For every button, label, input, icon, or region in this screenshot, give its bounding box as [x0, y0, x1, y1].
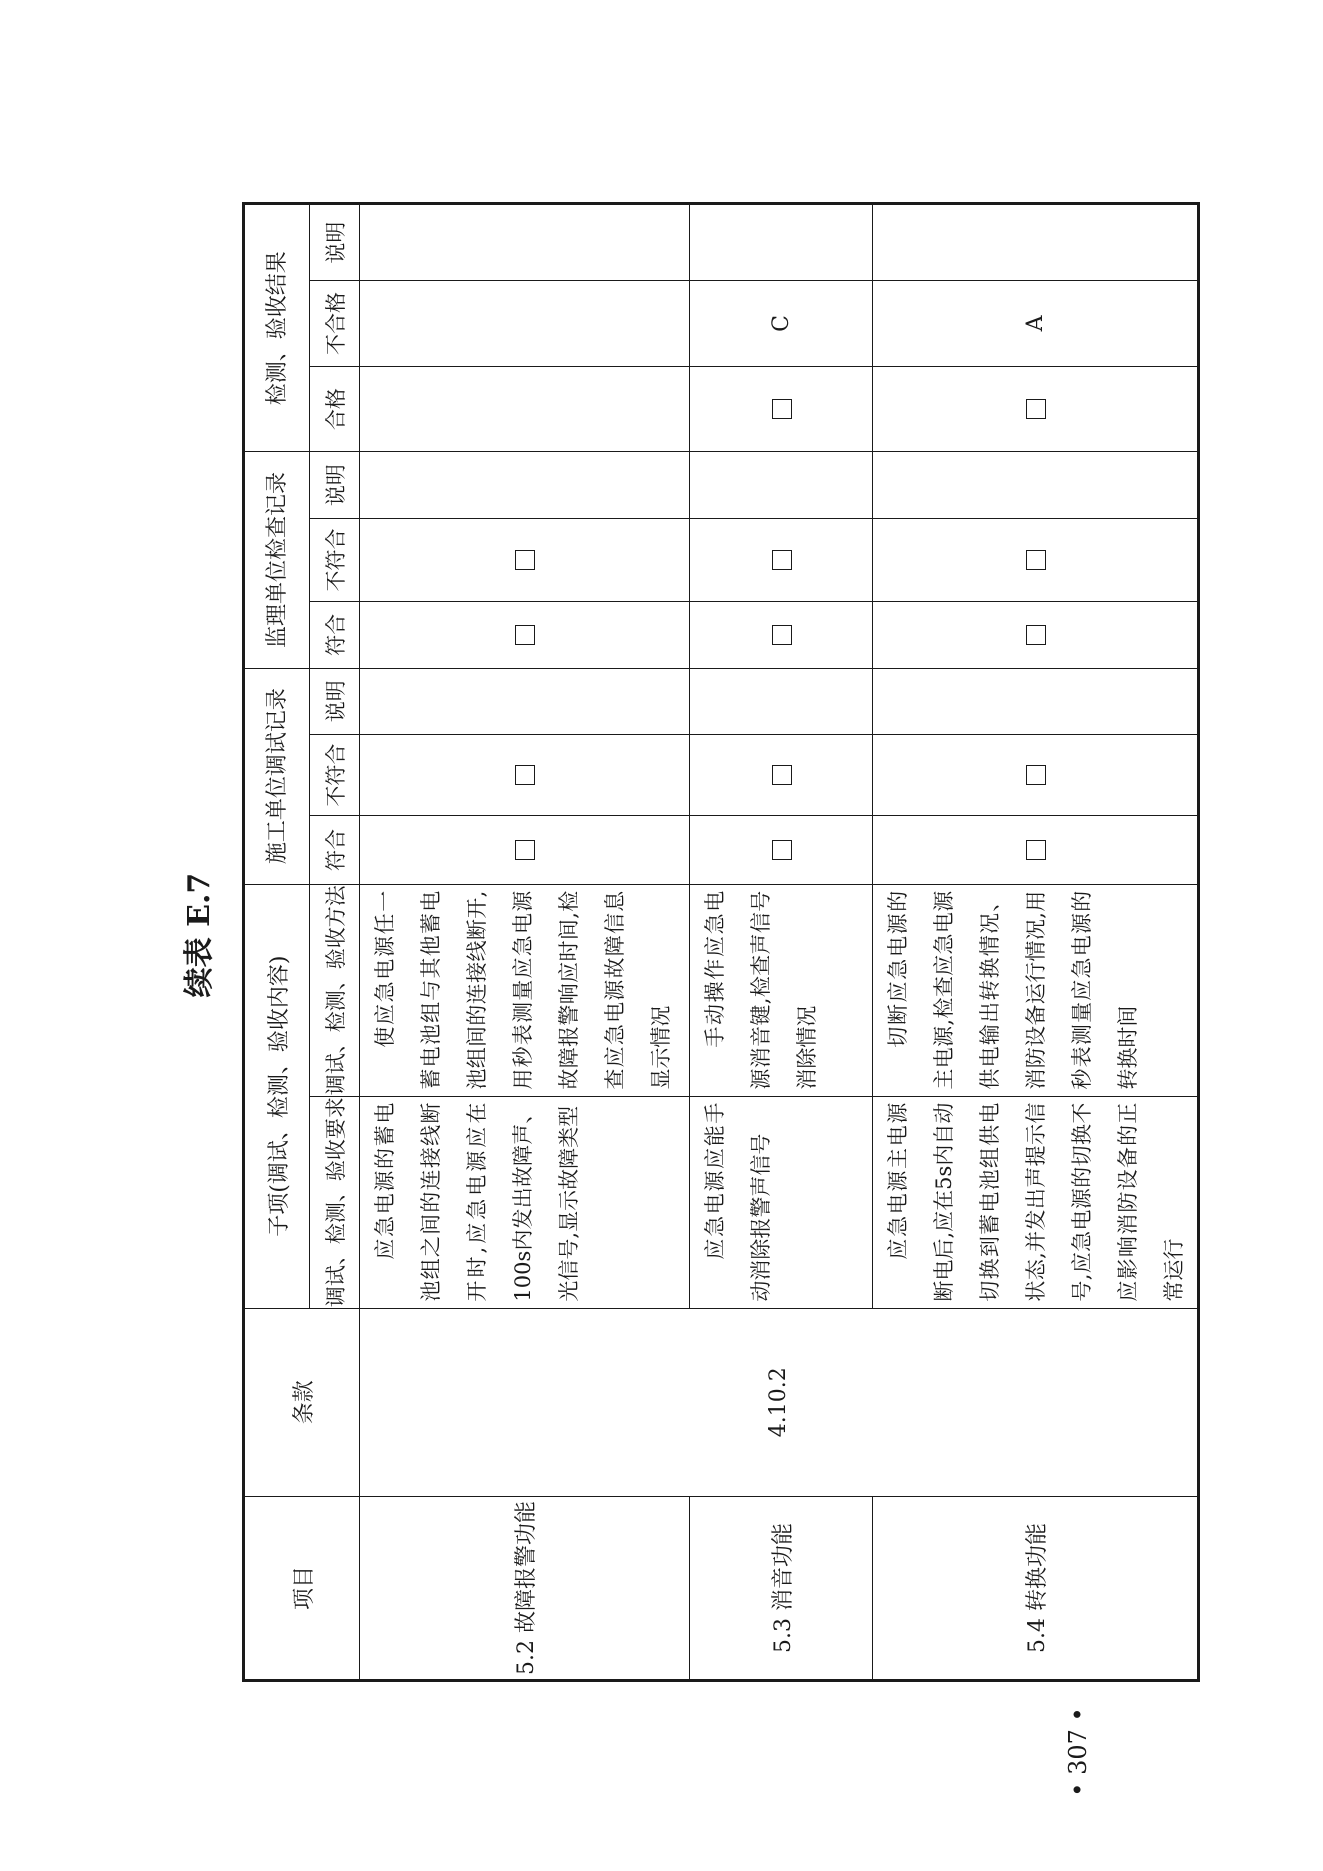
- requirement-text: 应急电源应能手动消除报警声信号: [703, 1102, 773, 1302]
- header-clause: 条款: [244, 1308, 360, 1496]
- supervision-conform-checkbox[interactable]: [515, 625, 535, 645]
- method-text: 使应急电源任一蓄电池组与其他蓄电池组间的连接线断开,用秒表测量应急电源故障报警响应时间,检查应急电源故障信息显示情况: [373, 890, 673, 1090]
- construction-nonconform-checkbox[interactable]: [772, 765, 792, 785]
- method-text: 切断应急电源的主电源,检查应急电源供电输出转换情况、消防设备运行情况,用秒表测量应急电源的转换时间: [886, 890, 1140, 1090]
- header-construction-note: 说明: [310, 668, 360, 734]
- result-pass-cell[interactable]: [360, 366, 690, 452]
- construction-conform-checkbox[interactable]: [772, 840, 792, 860]
- requirement-text: 应急电源的蓄电池组之间的连接线断开时,应急电源应在100s内发出故障声、光信号,显示故障类型: [373, 1102, 581, 1302]
- supervision-nonconform-checkbox[interactable]: [772, 550, 792, 570]
- page-title: 续表 E.7: [182, 872, 217, 998]
- construction-conform-checkbox[interactable]: [1026, 840, 1046, 860]
- row-item-5-4: 5.4 转换功能: [873, 1496, 1199, 1680]
- construction-conform-checkbox[interactable]: [515, 840, 535, 860]
- inspection-table: [242, 202, 1200, 1682]
- header-supervision-nonconform: 不符合: [310, 518, 360, 601]
- result-pass-checkbox[interactable]: [1026, 399, 1046, 419]
- result-pass-checkbox[interactable]: [772, 399, 792, 419]
- supervision-note-cell[interactable]: [873, 452, 1199, 518]
- result-fail-cell[interactable]: C: [690, 281, 873, 367]
- header-subitem: 子项(调试、检测、验收内容): [244, 884, 310, 1308]
- supervision-nonconform-checkbox[interactable]: [1026, 550, 1046, 570]
- inspection-table-sheet: [242, 202, 1186, 1682]
- method-text: 手动操作应急电源消音键,检查声信号消除情况: [703, 890, 819, 1090]
- construction-note-cell[interactable]: [690, 668, 873, 734]
- result-note-cell[interactable]: [873, 204, 1199, 281]
- result-fail-cell[interactable]: [360, 281, 690, 367]
- header-construction-conform: 符合: [310, 816, 360, 884]
- row-item-5-2: 5.2 故障报警功能: [360, 1496, 690, 1680]
- header-method: 调试、检测、验收方法: [310, 884, 360, 1096]
- supervision-note-cell[interactable]: [690, 452, 873, 518]
- construction-note-cell[interactable]: [360, 668, 690, 734]
- header-result: [244, 204, 310, 452]
- header-result-note: 说明: [310, 204, 360, 281]
- header-supervision-conform: 符合: [310, 602, 360, 668]
- header-result-fail: 不合格: [310, 281, 360, 367]
- supervision-note-cell[interactable]: [360, 452, 690, 518]
- header-requirement: 调试、检测、验收要求: [310, 1096, 360, 1308]
- construction-note-cell[interactable]: [873, 668, 1199, 734]
- supervision-conform-checkbox[interactable]: [772, 625, 792, 645]
- result-fail-cell[interactable]: A: [873, 281, 1199, 367]
- header-supervision-note: 说明: [310, 452, 360, 518]
- result-label: 检测、验收结果: [264, 251, 290, 406]
- table-row: [360, 204, 690, 1681]
- header-item: 项目: [244, 1496, 360, 1680]
- clause-value: 4.10.2: [360, 1308, 1199, 1496]
- supervision-conform-checkbox[interactable]: [1026, 625, 1046, 645]
- construction-nonconform-checkbox[interactable]: [1026, 765, 1046, 785]
- header-supervision-record: [244, 452, 310, 668]
- header-result-pass: 合格: [310, 366, 360, 452]
- requirement-text: 应急电源主电源断电后,应在5s内自动切换到蓄电池组供电状态,并发出声提示信号,应急电源的切换不应影响消防设备的正常运行: [886, 1102, 1186, 1302]
- result-note-cell[interactable]: [360, 204, 690, 281]
- header-construction-nonconform: 不符合: [310, 734, 360, 815]
- row-item-5-3: 5.3 消音功能: [690, 1496, 873, 1680]
- construction-nonconform-checkbox[interactable]: [515, 765, 535, 785]
- result-note-cell[interactable]: [690, 204, 873, 281]
- construction-record-label: 施工单位调试记录: [264, 688, 290, 865]
- supervision-record-label: 监理单位检查记录: [264, 471, 290, 648]
- supervision-nonconform-checkbox[interactable]: [515, 550, 535, 570]
- page-number: • 307 •: [1064, 1707, 1092, 1797]
- header-construction-record: [244, 668, 310, 884]
